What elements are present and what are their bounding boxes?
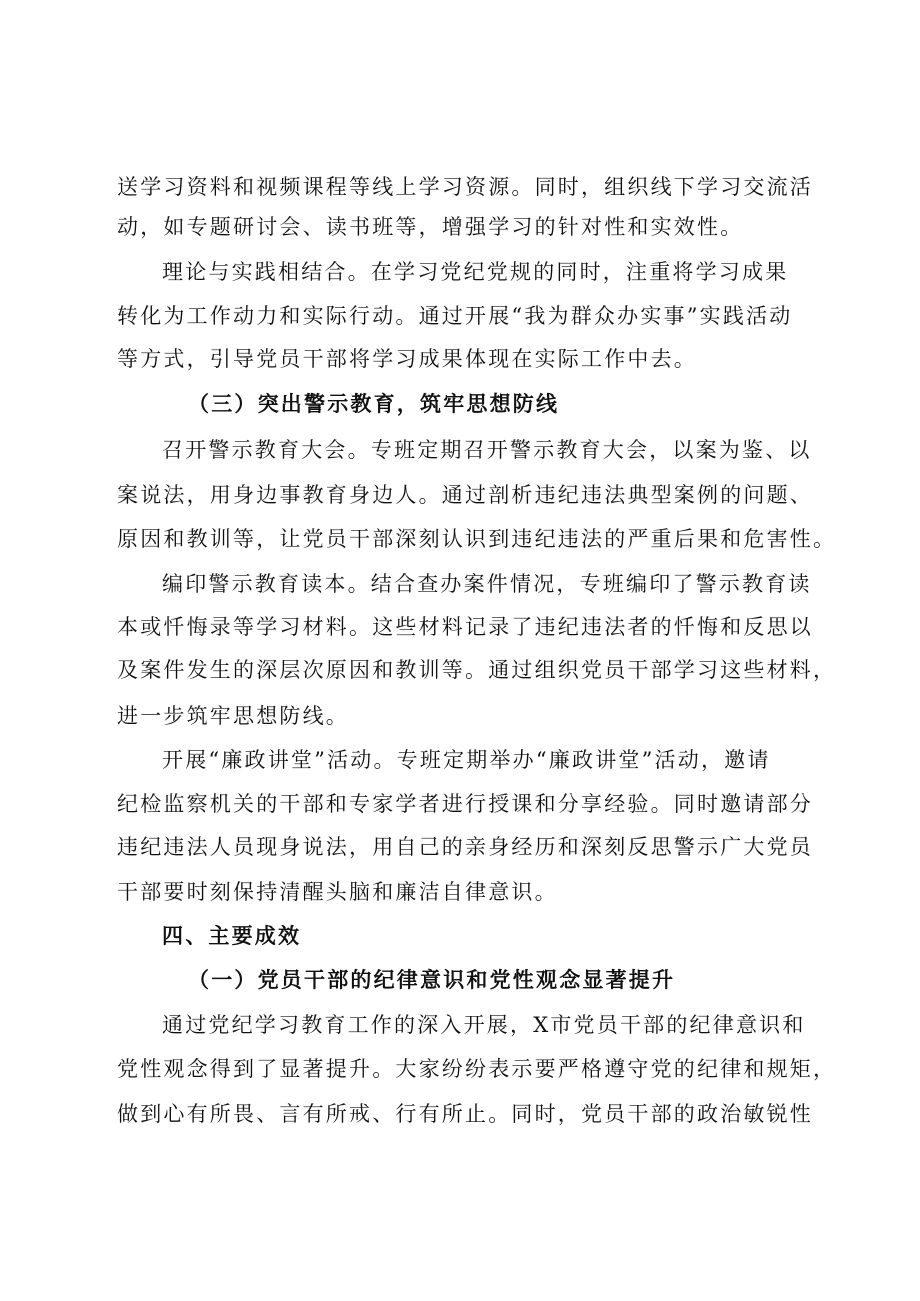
- paragraph-line: 党性观念得到了显著提升。大家纷纷表示要严格遵守党的纪律和规矩，: [117, 1057, 837, 1081]
- paragraph-line: 进一步筑牢思想防线。: [117, 704, 349, 728]
- paragraph-line: 做到心有所畏、言有所戒、行有所止。同时，党员干部的政治敏锐性: [117, 1102, 813, 1126]
- section-heading: （三）突出警示教育，筑牢思想防线: [188, 392, 560, 416]
- paragraph-line: 原因和教训等，让党员干部深刻认识到违纪违法的严重后果和危害性。: [117, 527, 837, 551]
- paragraph-line: 案说法，用身边事教育身边人。通过剖析违纪违法典型案例的问题、: [117, 483, 813, 507]
- paragraph-line: 违纪违法人员现身说法，用自己的亲身经历和深刻反思警示广大党员: [117, 835, 813, 859]
- paragraph-line: 动，如专题研讨会、读书班等，增强学习的针对性和实效性。: [117, 215, 744, 239]
- paragraph-line: 送学习资料和视频课程等线上学习资源。同时，组织线下学习交流活: [117, 175, 813, 199]
- paragraph-line: 干部要时刻保持清醒头脑和廉洁自律意识。: [117, 880, 558, 904]
- paragraph-line: 召开警示教育大会。专班定期召开警示教育大会，以案为鉴、以: [162, 438, 812, 462]
- paragraph-line: 本或忏悔录等学习材料。这些材料记录了违纪违法者的忏悔和反思以: [117, 615, 813, 639]
- paragraph-line: 纪检监察机关的干部和专家学者进行授课和分享经验。同时邀请部分: [117, 792, 813, 816]
- paragraph-line: 通过党纪学习教育工作的深入开展，X市党员干部的纪律意识和: [162, 1013, 806, 1037]
- paragraph-line: 开展“廉政讲堂”活动。专班定期举办“廉政讲堂”活动，邀请: [162, 748, 771, 772]
- paragraph-line: 等方式，引导党员干部将学习成果体现在实际工作中去。: [117, 347, 697, 371]
- paragraph-line: 编印警示教育读本。结合查办案件情况，专班编印了警示教育读: [162, 572, 812, 596]
- paragraph-line: 理论与实践相结合。在学习党纪党规的同时，注重将学习成果: [162, 260, 789, 284]
- section-heading: （一）党员干部的纪律意识和党性观念显著提升: [188, 968, 676, 992]
- paragraph-line: 及案件发生的深层次原因和教训等。通过组织党员干部学习这些材料，: [117, 658, 837, 682]
- chapter-heading: 四、主要成效: [162, 924, 302, 948]
- paragraph-line: 转化为工作动力和实际行动。通过开展“我为群众办实事”实践活动: [117, 304, 793, 328]
